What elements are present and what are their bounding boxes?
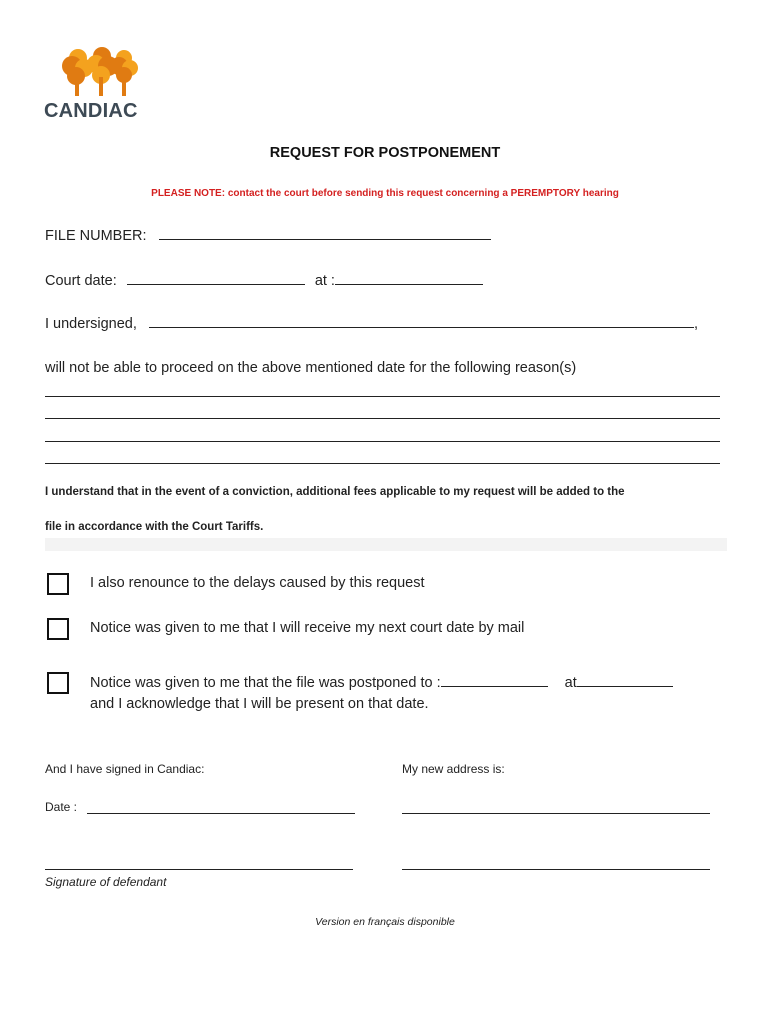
understand-line-2: file in accordance with the Court Tariffs. <box>45 521 264 533</box>
address-line-2[interactable] <box>402 869 710 870</box>
reason-line-3[interactable] <box>45 441 720 442</box>
date-label: Date : <box>45 800 78 814</box>
postponed-at-label: at <box>564 675 577 691</box>
postponed-time-field[interactable] <box>577 674 673 687</box>
notice-mail-label: Notice was given to me that I will receive my next court date by mail <box>90 620 525 636</box>
date-field[interactable] <box>87 813 355 814</box>
renounce-delays-label: I also renounce to the delays caused by this request <box>90 575 425 591</box>
page-title: REQUEST FOR POSTPONEMENT <box>269 145 501 161</box>
undersigned-label: I undersigned, <box>45 316 137 332</box>
court-time-field[interactable] <box>335 272 483 285</box>
postponed-checkbox[interactable] <box>47 672 69 694</box>
signature-label: Signature of defendant <box>45 875 167 889</box>
address-line-1[interactable] <box>402 813 710 814</box>
postponed-date-field[interactable] <box>441 674 548 687</box>
reason-line-1[interactable] <box>45 396 720 397</box>
signature-field[interactable] <box>45 869 353 870</box>
file-number-label: FILE NUMBER: <box>45 228 147 244</box>
tree-icon <box>62 49 93 96</box>
file-number-field[interactable] <box>159 227 491 240</box>
postponed-row <box>90 674 673 691</box>
new-address-label: My new address is: <box>402 762 505 776</box>
court-date-label: Court date: <box>45 273 117 289</box>
undersigned-name-field[interactable] <box>149 315 694 328</box>
court-time-label: at : <box>314 273 335 289</box>
court-date-field[interactable] <box>127 272 305 285</box>
renounce-delays-checkbox[interactable] <box>47 573 69 595</box>
tree-icon <box>110 50 138 96</box>
understand-line-1: I understand that in the event of a conviction, additional fees applicable to my request will be added to the <box>45 486 625 498</box>
notice-mail-checkbox[interactable] <box>47 618 69 640</box>
signed-in-label: And I have signed in Candiac: <box>45 762 205 776</box>
reason-line-2[interactable] <box>45 418 720 419</box>
file-number-row <box>45 227 491 244</box>
reason-label: will not be able to proceed on the above mentioned date for the following reason(s) <box>45 360 577 376</box>
court-date-row <box>45 272 483 289</box>
french-version-note: Version en français disponible <box>315 916 455 928</box>
logo-text: CANDIAC <box>44 100 138 122</box>
acknowledge-line: and I acknowledge that I will be present on that date. <box>90 696 429 712</box>
peremptory-note: PLEASE NOTE: contact the court before sending this request concerning a PEREMPTORY hearing <box>151 188 619 199</box>
reason-line-4[interactable] <box>45 463 720 464</box>
postponed-label: Notice was given to me that the file was postponed to : <box>90 675 441 691</box>
shaded-band <box>45 538 727 551</box>
undersigned-comma: , <box>693 316 698 332</box>
undersigned-row <box>45 315 698 332</box>
